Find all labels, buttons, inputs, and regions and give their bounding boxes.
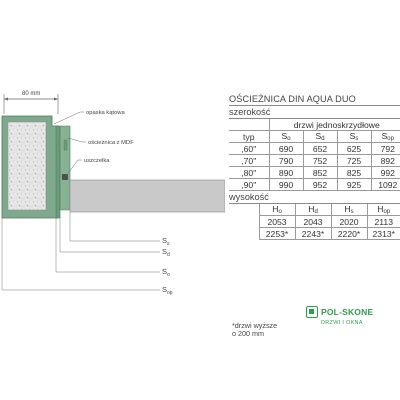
height-header-row: Ho Hd Hs Hop (229, 204, 400, 216)
dimension-80mm-text: 80 mm (22, 91, 41, 97)
label-sd: $S_d$ (162, 247, 170, 258)
label-sop: $S_{op}$ (162, 285, 173, 296)
label-ss: $S_s$ (162, 236, 170, 247)
label-uszczelka-text: uszczelka (84, 158, 110, 164)
label-so: $S_o$ (162, 267, 170, 278)
door-type: drzwi jednoskrzydłowe (269, 119, 400, 131)
table-row: ,70" 790 752 725 892 (229, 155, 400, 167)
door-leaf (70, 180, 225, 212)
table-row: ,60" 690 652 625 792 (229, 143, 400, 155)
s-dimensions (2, 212, 173, 296)
label-oscieznica (68, 138, 134, 146)
table-row: 2253* 2243* 2220* 2313* (229, 228, 400, 240)
table-row: ,80" 890 852 825 992 (229, 167, 400, 179)
width-header-row: typ So Sd Ss Sop (229, 131, 400, 143)
brand-logo (306, 306, 376, 346)
frame-outline (2, 116, 70, 218)
dimension-80mm (4, 91, 58, 114)
brand-tagline: DRZWI I OKNA (321, 320, 363, 326)
label-oscieznica-text: ościeżnica z MDF (88, 140, 134, 146)
label-uszczelka (66, 158, 110, 176)
width-label: szerokość (229, 107, 271, 117)
brand-name: POL-SKONE (321, 307, 374, 317)
height-label: wysokość (229, 192, 269, 202)
label-opaska-text: opaska kątowa (86, 110, 125, 116)
table-row: 2053 2043 2020 2113 (229, 216, 400, 228)
brand-mark-icon (306, 306, 318, 318)
width-table (229, 119, 400, 191)
footnote: *drzwi wyższe o 200 mm (232, 321, 278, 338)
spec-title: OŚCIEŻNICA DIN AQUA DUO (229, 94, 356, 104)
label-opaska (54, 110, 125, 124)
spec-table (229, 93, 400, 240)
table-row: ,90" 990 952 925 1092 (229, 179, 400, 191)
height-table (229, 204, 400, 240)
